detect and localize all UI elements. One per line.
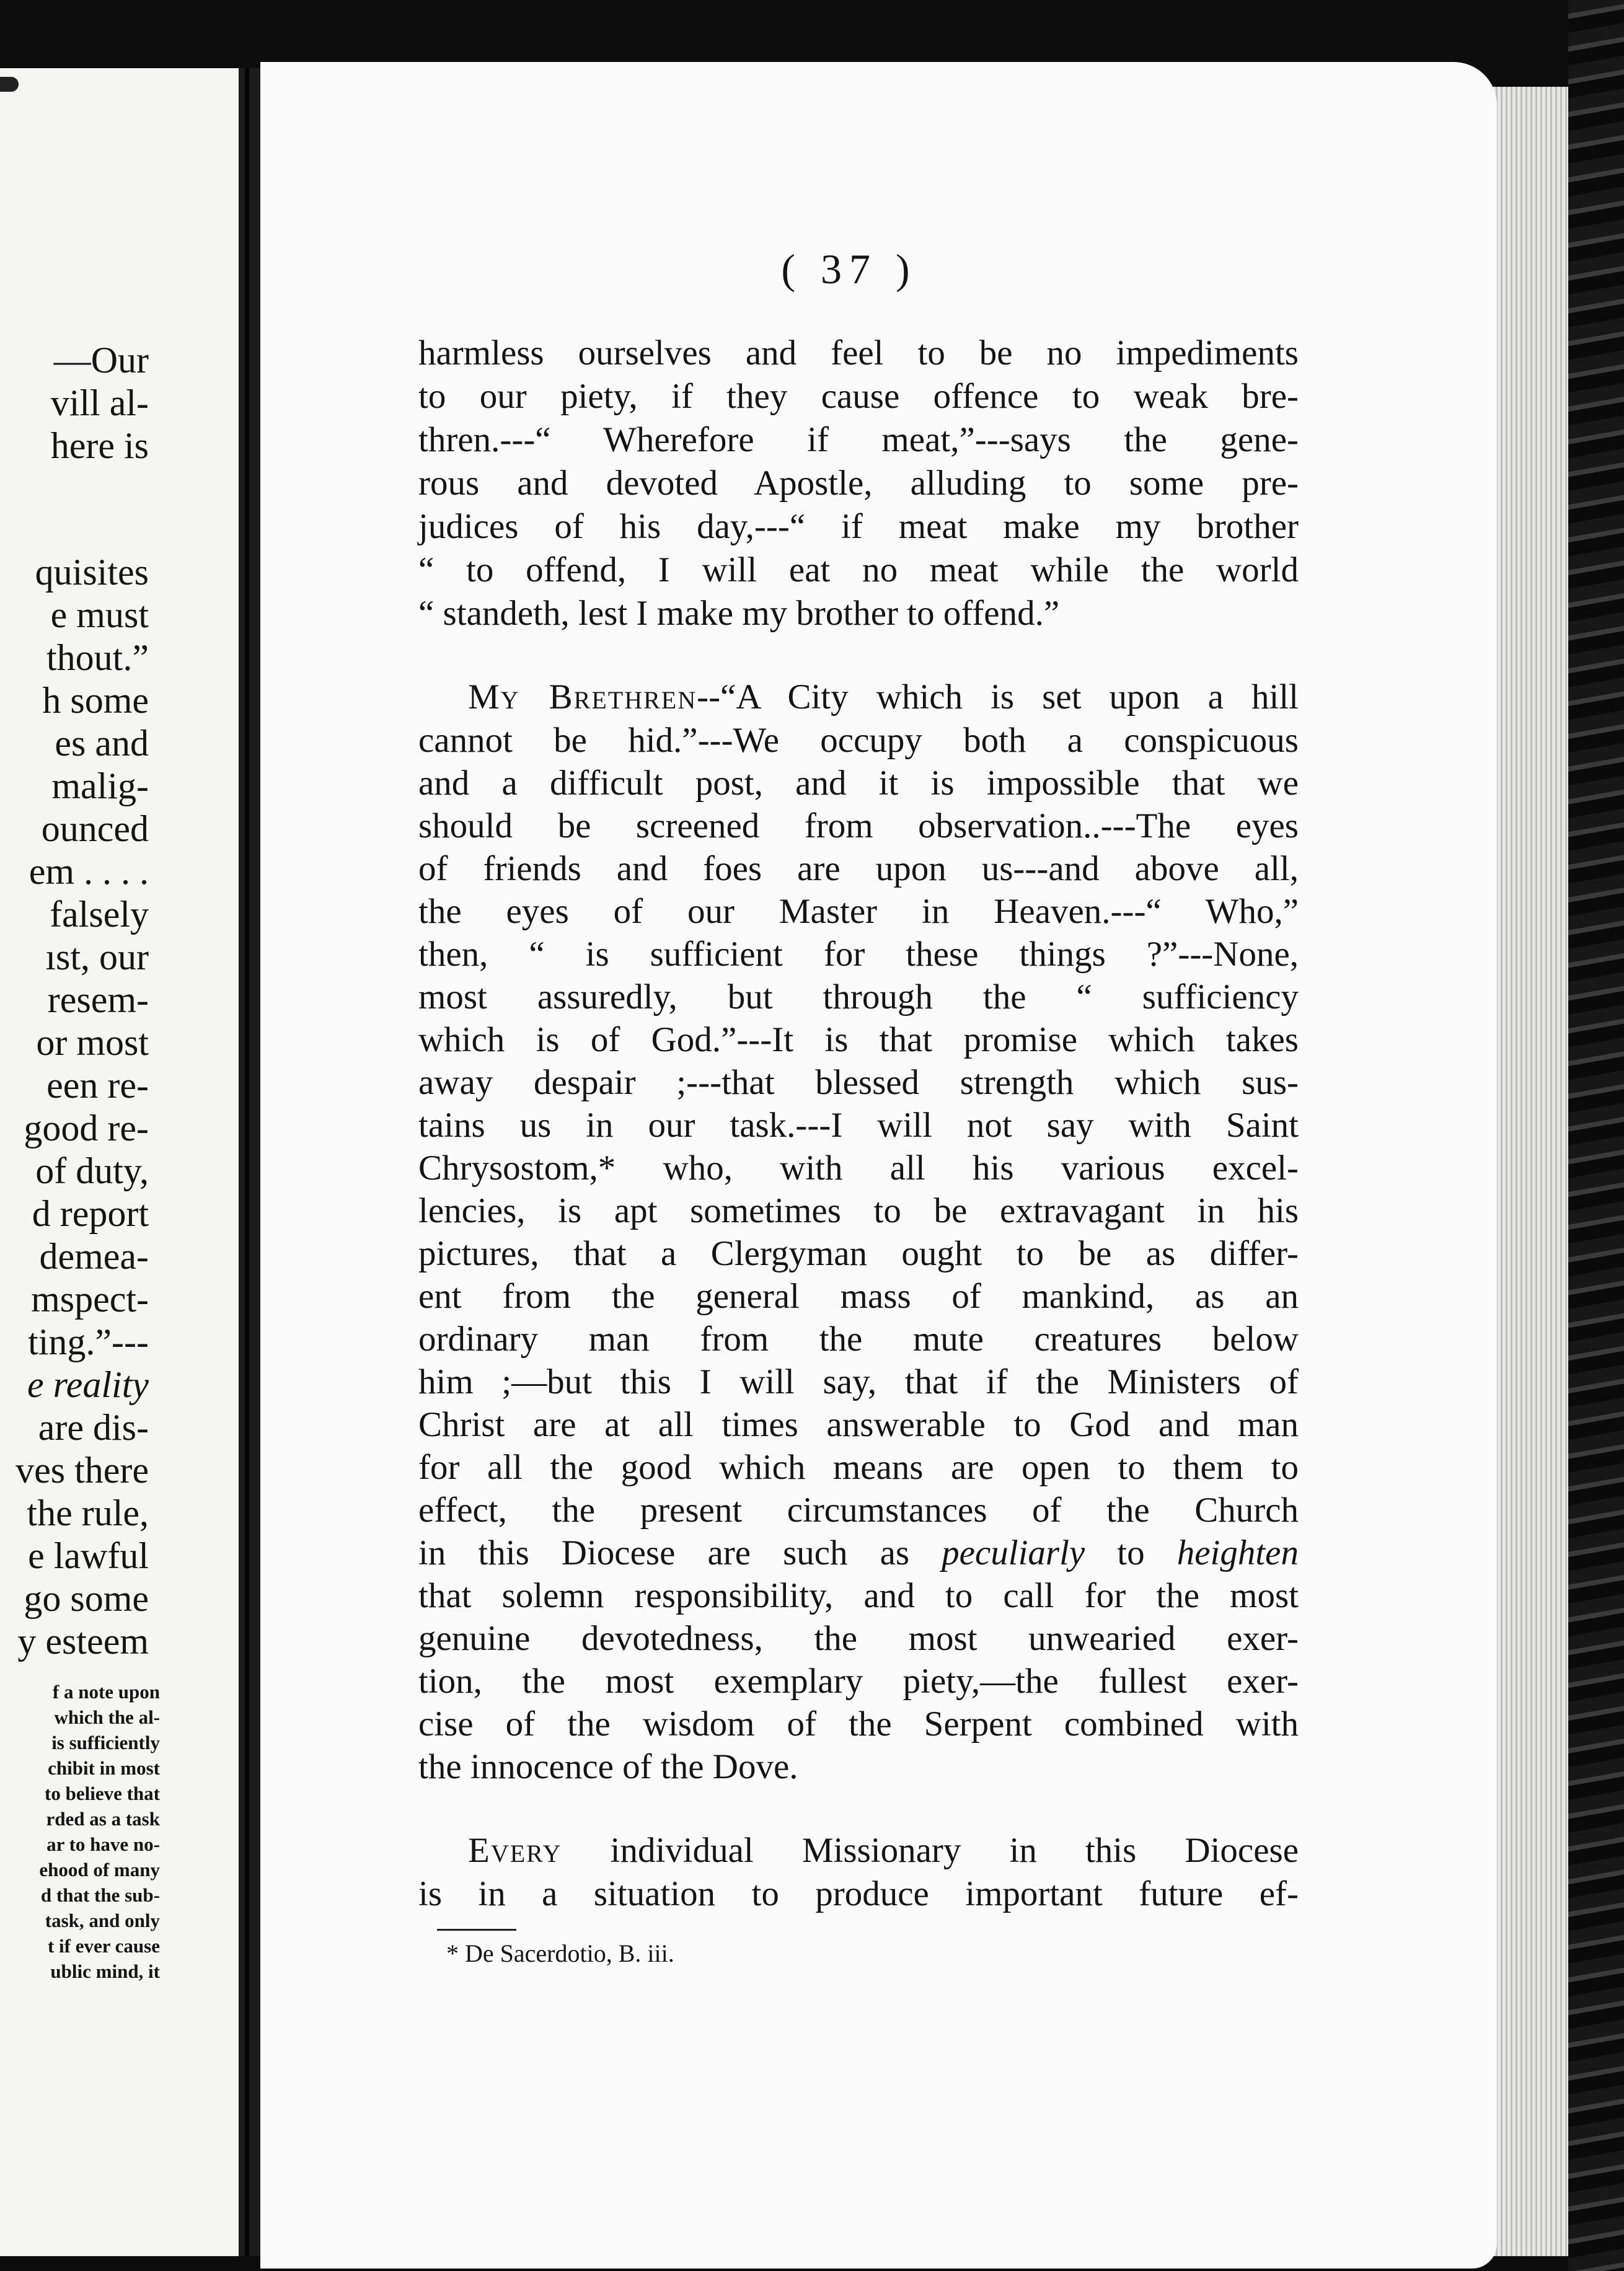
previous-page-line: —Our xyxy=(53,340,149,381)
text-line: the eyes of our Master in Heaven.---“ Who,” xyxy=(418,892,1299,931)
previous-page-line: go some xyxy=(24,1578,149,1619)
ink-mark xyxy=(0,77,19,92)
text-line: him ;—but this I will say, that if the Ministers of xyxy=(418,1362,1299,1401)
text-line: genuine devotedness, the most unwearied exer- xyxy=(418,1619,1299,1658)
italic-emphasis: peculiarly xyxy=(942,1533,1085,1572)
previous-page-line: quisites xyxy=(35,552,149,593)
book-cover-edge xyxy=(1568,0,1624,2271)
small-caps-lead: Every xyxy=(468,1831,562,1870)
previous-page-line: es and xyxy=(55,723,149,764)
previous-page-line: are dis- xyxy=(38,1407,149,1448)
footnote: * De Sacerdotio, B. iii. xyxy=(446,1939,674,1967)
italic-emphasis: heighten xyxy=(1176,1533,1299,1572)
previous-page-line: ting.”--- xyxy=(28,1321,149,1362)
text-line: thren.---“ Wherefore if meat,”---says the gene- xyxy=(418,420,1299,459)
previous-page-footnote-line: d that the sub- xyxy=(40,1884,160,1906)
page-number: ( 37 ) xyxy=(781,245,917,293)
previous-page-line: thout.” xyxy=(46,637,149,678)
previous-page-line: e lawful xyxy=(28,1535,149,1576)
text-line: rous and devoted Apostle, alluding to some pre- xyxy=(418,464,1299,503)
previous-page-line: h some xyxy=(42,680,149,721)
paragraph-first-line: My Brethren--“A City which is set upon a hill xyxy=(468,677,1299,717)
previous-page-footnote-line: f a note upon xyxy=(52,1681,160,1703)
previous-page-line: here is xyxy=(50,425,149,466)
paragraph-first-line: Every individual Missionary in this Diocese xyxy=(468,1831,1299,1870)
text-line: effect, the present circumstances of the Church xyxy=(418,1491,1299,1530)
text-line: ordinary man from the mute creatures below xyxy=(418,1320,1299,1359)
previous-page-line: em . . . . xyxy=(29,851,149,892)
text-line: which is of God.”---It is that promise which takes xyxy=(418,1020,1299,1059)
text-line: lencies, is apt sometimes to be extravagant in his xyxy=(418,1191,1299,1230)
previous-page-footnote-line: to believe that xyxy=(45,1783,160,1804)
previous-page-footnote-line: t if ever cause xyxy=(47,1935,160,1957)
text-line: is in a situation to produce important future ef- xyxy=(418,1874,1299,1913)
previous-page-line: vill al- xyxy=(50,382,149,423)
text-line: pictures, that a Clergyman ought to be as differ- xyxy=(418,1234,1299,1273)
text-line: that solemn responsibility, and to call for the most xyxy=(418,1576,1299,1615)
text-line: the innocence of the Dove. xyxy=(418,1747,798,1786)
previous-page-line: ounced xyxy=(41,808,149,849)
previous-page-line: or most xyxy=(36,1022,149,1063)
text-line: most assuredly, but through the “ sufficiency xyxy=(418,977,1299,1016)
text-line: tains us in our task.---I will not say with Saint xyxy=(418,1106,1299,1145)
previous-page-footnote-line: chibit in most xyxy=(48,1757,160,1779)
previous-page-line: e reality xyxy=(27,1364,149,1405)
text-line: of friends and foes are upon us---and above all, xyxy=(418,849,1299,888)
text-line: “ standeth, lest I make my brother to offend.” xyxy=(418,594,1060,633)
text-line-italic-phrase: in this Diocese are such as peculiarly to heighten xyxy=(418,1533,1299,1572)
previous-page-line: ves there xyxy=(15,1450,149,1491)
previous-page-line: good re- xyxy=(24,1108,149,1149)
text-line: to our piety, if they cause offence to weak bre- xyxy=(418,377,1299,416)
book-gutter xyxy=(239,68,260,2256)
previous-page-line: y esteem xyxy=(17,1621,149,1662)
previous-page-footnote-line: is sufficiently xyxy=(51,1732,160,1753)
previous-page-footnote-line: which the al- xyxy=(54,1706,160,1728)
previous-page-line: mspect- xyxy=(31,1279,149,1320)
footnote-rule xyxy=(437,1929,516,1931)
previous-page-line: the rule, xyxy=(27,1493,149,1533)
text-line: tion, the most exemplary piety,—the fullest exer- xyxy=(418,1662,1299,1701)
text-line: and a difficult post, and it is impossible that we xyxy=(418,764,1299,803)
text-line: then, “ is sufficient for these things ?”---None, xyxy=(418,935,1299,974)
text-line: judices of his day,---“ if meat make my brother xyxy=(418,507,1299,546)
previous-page-line: malig- xyxy=(51,765,149,806)
previous-page-line: of duty, xyxy=(35,1150,149,1191)
scan-border-top xyxy=(0,0,1624,68)
previous-page-fragment xyxy=(0,68,239,2256)
text-line: should be screened from observation..---The eyes xyxy=(418,806,1299,845)
text-line: Chrysostom,* who, with all his various excel- xyxy=(418,1149,1299,1188)
text-line: cannot be hid.”---We occupy both a conspicuous xyxy=(418,721,1299,760)
previous-page-line: resem- xyxy=(47,979,149,1020)
text-line: “ to offend, I will eat no meat while the world xyxy=(418,550,1299,589)
text-line: harmless ourselves and feel to be no impediments xyxy=(418,333,1299,373)
previous-page-line: ıst, our xyxy=(45,937,149,977)
text-line: for all the good which means are open to them to xyxy=(418,1448,1299,1487)
text-line: cise of the wisdom of the Serpent combined with xyxy=(418,1704,1299,1744)
previous-page-line: d report xyxy=(32,1193,149,1234)
previous-page-footnote-line: ar to have no- xyxy=(46,1833,160,1855)
previous-page-line: een re- xyxy=(46,1065,149,1106)
previous-page-footnote-line: task, and only xyxy=(45,1910,160,1931)
previous-page-footnote-line: ehood of many xyxy=(39,1859,160,1881)
previous-page-line: falsely xyxy=(50,894,149,935)
previous-page-line: demea- xyxy=(39,1236,149,1277)
previous-page-line: e must xyxy=(50,594,149,635)
text-line: Christ are at all times answerable to God and man xyxy=(418,1405,1299,1444)
page-edges xyxy=(1488,87,1568,2256)
text-line: ent from the general mass of mankind, as an xyxy=(418,1277,1299,1316)
previous-page-footnote-line: ublic mind, it xyxy=(50,1960,160,1982)
previous-page-footnote-line: rded as a task xyxy=(46,1808,160,1830)
small-caps-lead: My Brethren xyxy=(468,677,697,717)
text-line: away despair ;---that blessed strength which sus- xyxy=(418,1063,1299,1102)
